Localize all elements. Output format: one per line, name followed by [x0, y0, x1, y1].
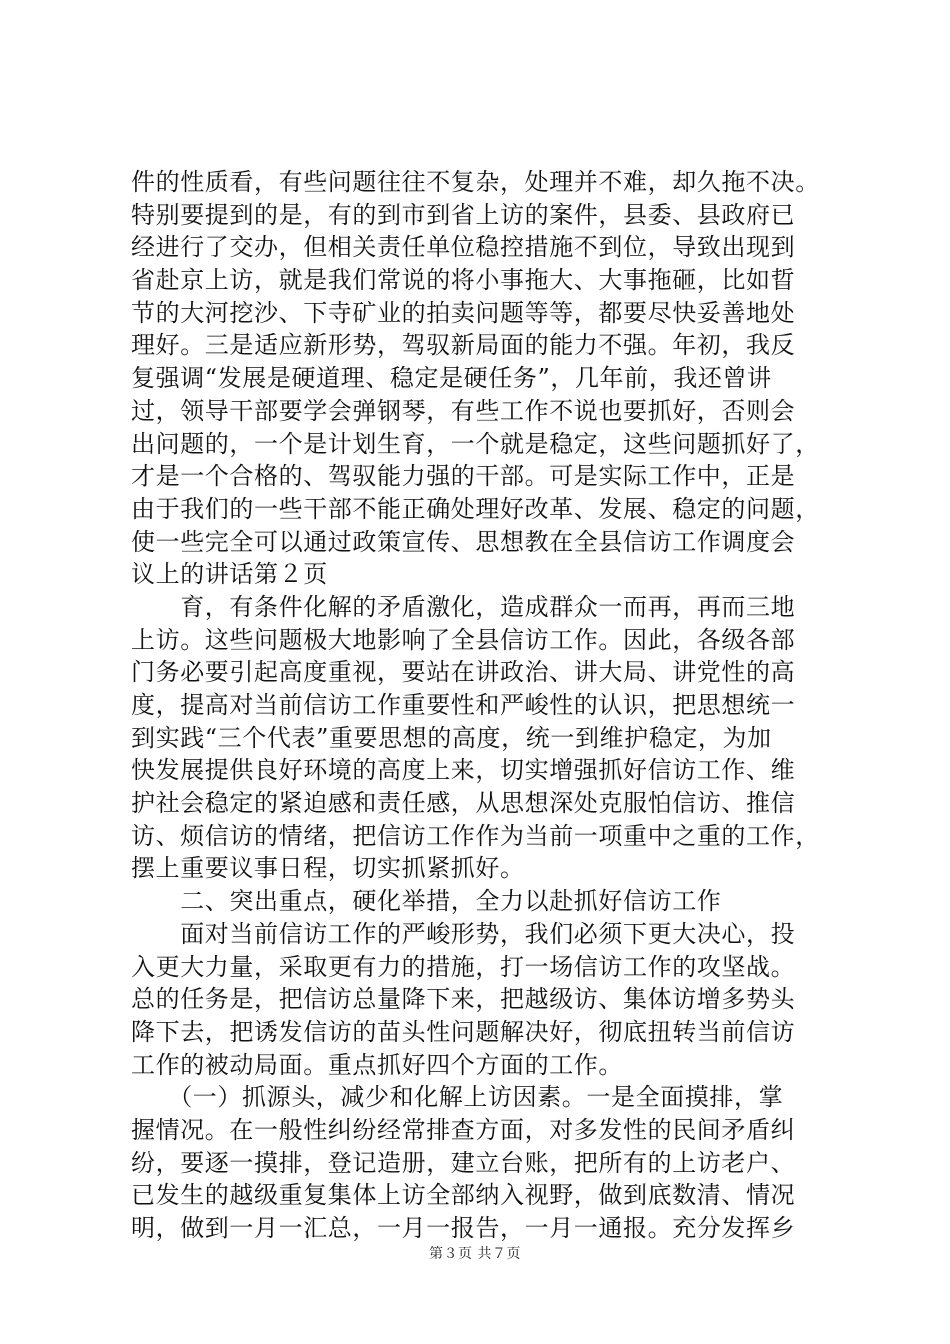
text-line: 工作的被动局面。重点抓好四个方面的工作。: [131, 1050, 623, 1079]
text-line: 复强调“发展是硬道理、稳定是硬任务”，几年前，我还曾讲: [131, 364, 772, 393]
text-line: 经进行了交办，但相关责任单位稳控措施不到位，导致出现到: [131, 233, 796, 262]
text-line: 入更大力量，采取更有力的措施，打一场信访工作的攻坚战。: [131, 952, 796, 981]
text-line: 件的性质看，有些问题往往不复杂，处理并不难，却久拖不决。: [131, 168, 820, 196]
page-footer: 第３页 共７页: [429, 1246, 521, 1262]
text-line: 议上的讲话第２页: [131, 560, 328, 589]
text-line: 访、烦信访的情绪，把信访工作作为当前一项重中之重的工作，: [131, 821, 820, 850]
text-line: 二、突出重点，硬化举措，全力以赴抓好信访工作: [131, 887, 722, 916]
text-line: 护社会稳定的紧迫感和责任感，从思想深处克服怕信访、推信: [131, 789, 796, 818]
text-line: 由于我们的一些干部不能正确处理好改革、发展、稳定的问题，: [131, 494, 820, 523]
text-line: 总的任务是，把信访总量降下来，把越级访、集体访增多势头: [131, 985, 796, 1014]
text-line: 省赴京上访，就是我们常说的将小事拖大、大事拖砸，比如晢: [131, 266, 796, 295]
text-line: 使一些完全可以通过政策宣传、思想教在全县信访工作调度会: [131, 527, 796, 556]
text-line: 握情况。在一般性纠纷经常排查方面，对多发性的民间矛盾纠: [131, 1115, 796, 1144]
text-line: 门务必要引起高度重视，要站在讲政治、讲大局、讲党性的高: [131, 658, 796, 687]
text-line: 已发生的越级重复集体上访全部纳入视野，做到底数清、情况: [131, 1181, 796, 1210]
text-line: 过，领导干部要学会弹钢琴，有些工作不说也要抓好，否则会: [131, 396, 796, 425]
text-line: （一）抓源头，减少和化解上访因素。一是全面摸排，掌: [131, 1083, 784, 1112]
document-body: [131, 166, 833, 1245]
text-line: 才是一个合格的、驾驭能力强的干部。可是实际工作中，正是: [131, 462, 796, 491]
text-line: 特别要提到的是，有的到市到省上访的案件，县委、县政府已: [131, 200, 796, 229]
text-line: 度，提高对当前信访工作重要性和严峻性的认识，把思想统一: [131, 691, 796, 719]
text-line: 理好。三是适应新形势，驾驭新局面的能力不强。年初，我反: [131, 331, 796, 360]
text-line: 上访。这些问题极大地影响了全县信访工作。因此，各级各部: [131, 625, 796, 654]
text-line: 明，做到一月一汇总，一月一报告，一月一通报。充分发挥乡: [131, 1214, 796, 1242]
text-line: 育，有条件化解的矛盾激化，造成群众一而再，再而三地: [131, 592, 796, 621]
text-line: 快发展提供良好环境的高度上来，切实增强抓好信访工作、维: [131, 756, 796, 785]
text-line: 摆上重要议事日程，切实抓紧抓好。: [131, 854, 525, 883]
text-line: 降下去，把诱发信访的苗头性问题解决好，彻底扭转当前信访: [131, 1017, 796, 1046]
text-line: 到实践“三个代表”重要思想的高度，统一到维护稳定，为加: [131, 723, 772, 752]
text-line: 纷，要逐一摸排，登记造册，建立台账，把所有的上访老户、: [131, 1148, 796, 1177]
text-line: 出问题的，一个是计划生育，一个就是稳定，这些问题抓好了，: [131, 429, 820, 458]
text-line: 节的大河挖沙、下寺矿业的拍卖问题等等，都要尽快妥善地处: [131, 298, 796, 327]
text-line: 面对当前信访工作的严峻形势，我们必须下更大决心，投: [131, 919, 796, 948]
